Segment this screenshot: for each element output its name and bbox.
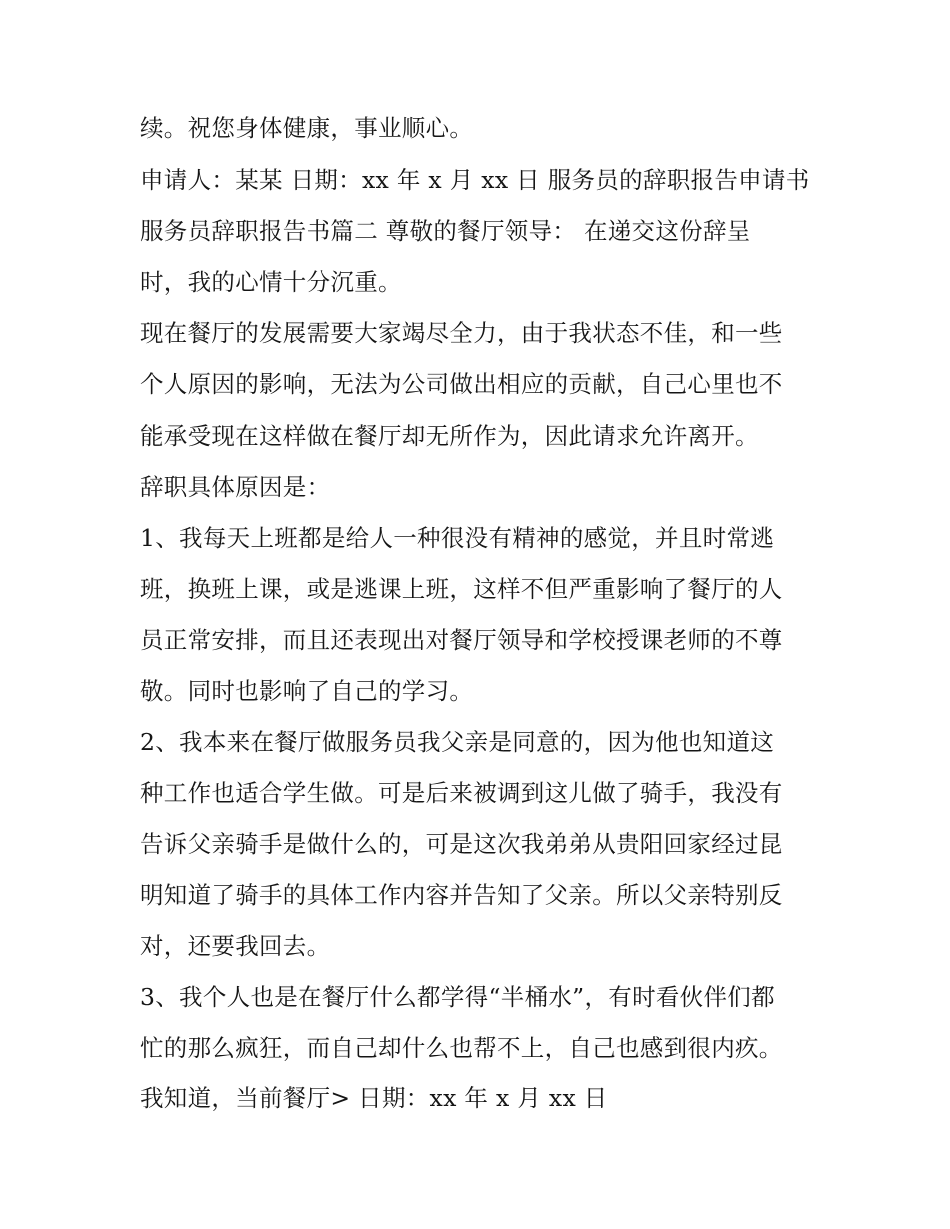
text-line: 忙的那么疯狂，而自己却什么也帮不上，自己也感到很内疚。 [140, 1034, 783, 1062]
text-line: 班，换班上课，或是逃课上班，这样不但严重影响了餐厅的人 [140, 575, 783, 603]
text-line: 续。祝您身体健康，事业顺心。 [140, 114, 474, 142]
text-line: 服务员辞职报告书篇二 尊敬的餐厅领导： 在递交这份辞呈 [140, 217, 751, 245]
text-line: 敬。同时也影响了自己的学习。 [140, 677, 474, 705]
text-line: 对，还要我回去。 [140, 932, 331, 960]
text-line: 种工作也适合学生做。可是后来被调到这儿做了骑手，我没有 [140, 779, 783, 807]
text-line: 现在餐厅的发展需要大家竭尽全力，由于我状态不佳，和一些 [140, 319, 783, 347]
text-line: 员正常安排，而且还表现出对餐厅领导和学校授课老师的不尊 [140, 626, 783, 654]
text-line: 我知道，当前餐厅> 日期：xx 年 x 月 xx 日 [140, 1084, 608, 1112]
text-line: 能承受现在这样做在餐厅却无所作为，因此请求允许离开。 [140, 422, 759, 450]
text-line: 告诉父亲骑手是做什么的，可是这次我弟弟从贵阳回家经过昆 [140, 830, 783, 858]
text-line: 辞职具体原因是： [140, 473, 331, 501]
text-line: 明知道了骑手的具体工作内容并告知了父亲。所以父亲特别反 [140, 881, 783, 909]
text-line: 2、我本来在餐厅做服务员我父亲是同意的，因为他也知道这 [140, 728, 775, 756]
text-line: 3、我个人也是在餐厅什么都学得“半桶水”，有时看伙伴们都 [140, 983, 775, 1011]
text-line: 1、我每天上班都是给人一种很没有精神的感觉，并且时常逃 [140, 524, 775, 552]
text-line: 个人原因的影响，无法为公司做出相应的贡献，自己心里也不 [140, 370, 783, 398]
text-line: 申请人：某某 日期：xx 年 x 月 xx 日 服务员的辞职报告申请书 [140, 166, 810, 194]
text-line: 时，我的心情十分沉重。 [140, 268, 402, 296]
